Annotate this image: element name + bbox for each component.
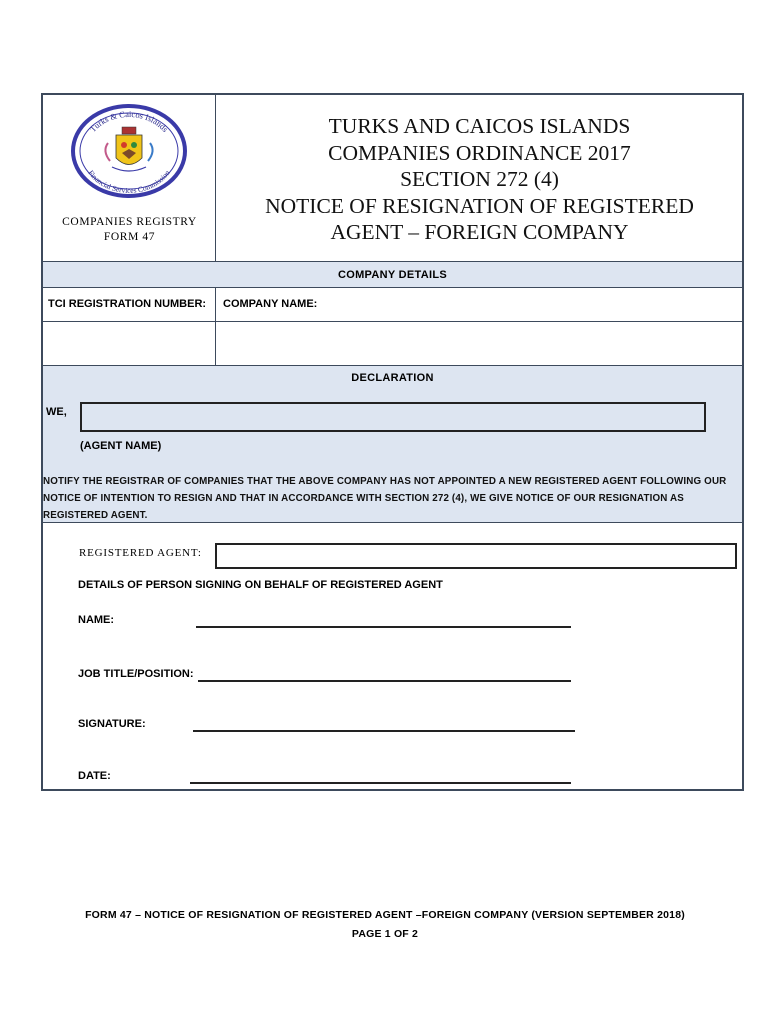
registry-caption bbox=[43, 215, 216, 245]
logo-cell bbox=[43, 95, 216, 262]
statement-line: REGISTERED AGENT. bbox=[43, 510, 148, 521]
company-details-band bbox=[43, 262, 742, 288]
declaration-heading: DECLARATION bbox=[351, 372, 434, 384]
seal-bottom-text: Financial Services Commission bbox=[86, 168, 172, 196]
fsc-seal-logo bbox=[64, 103, 194, 199]
company-details-heading: COMPANY DETAILS bbox=[337, 269, 447, 281]
company-name-label: COMPANY NAME: bbox=[223, 298, 318, 310]
seal-top-text: Turks & Caicos Islands bbox=[87, 108, 171, 134]
date-label: DATE: bbox=[78, 770, 111, 782]
company-details-values-row bbox=[43, 322, 742, 366]
declaration-statement bbox=[43, 473, 733, 524]
job-title-label: JOB TITLE/POSITION: bbox=[78, 668, 194, 680]
tci-registration-label: TCI REGISTRATION NUMBER: bbox=[48, 298, 207, 310]
registered-agent-field[interactable] bbox=[215, 543, 737, 569]
job-title-line[interactable] bbox=[198, 680, 571, 682]
footer-page-number: PAGE 1 OF 2 bbox=[351, 928, 419, 940]
name-line[interactable] bbox=[196, 626, 571, 628]
form-number: FORM 47 bbox=[103, 231, 156, 243]
signature-label: SIGNATURE: bbox=[78, 718, 146, 730]
title-line: NOTICE OF RESIGNATION OF REGISTERED bbox=[265, 193, 694, 218]
footer-form-title: FORM 47 – NOTICE OF RESIGNATION OF REGISTERED AGENT –FOREIGN COMPANY (VERSION SEPTEMBER 2018) bbox=[85, 909, 685, 921]
statement-line: NOTICE OF INTENTION TO RESIGN AND THAT IN ACCORDANCE WITH SECTION 272 (4), WE GIVE NOTICE OF OUR RESIGNATION AS bbox=[43, 493, 684, 504]
signatory-details-heading: DETAILS OF PERSON SIGNING ON BEHALF OF REGISTERED AGENT bbox=[78, 579, 443, 591]
date-line[interactable] bbox=[190, 782, 571, 784]
title-line: COMPANIES ORDINANCE 2017 bbox=[328, 140, 631, 165]
title-line: AGENT – FOREIGN COMPANY bbox=[330, 220, 629, 244]
title-line: TURKS AND CAICOS ISLANDS bbox=[328, 114, 631, 138]
company-details-labels-row bbox=[43, 288, 742, 322]
declaration-band bbox=[43, 366, 742, 523]
header-row bbox=[43, 95, 742, 262]
registry-line: COMPANIES REGISTRY bbox=[62, 216, 197, 228]
form-frame bbox=[41, 93, 744, 791]
statement-line: NOTIFY THE REGISTRAR OF COMPANIES THAT THE ABOVE COMPANY HAS NOT APPOINTED A NEW REGISTERED AGENT FOLLOWING OUR bbox=[43, 476, 727, 487]
registered-agent-label: REGISTERED AGENT: bbox=[79, 547, 202, 559]
signature-line[interactable] bbox=[193, 730, 575, 732]
we-label: WE, bbox=[46, 406, 67, 418]
agent-name-caption: (AGENT NAME) bbox=[80, 440, 162, 452]
name-label: NAME: bbox=[78, 614, 115, 626]
title-line: SECTION 272 (4) bbox=[400, 167, 559, 191]
form-title bbox=[217, 113, 742, 246]
agent-name-field[interactable] bbox=[80, 402, 706, 432]
tci-registration-field[interactable] bbox=[47, 328, 211, 358]
company-name-field[interactable] bbox=[221, 328, 736, 358]
